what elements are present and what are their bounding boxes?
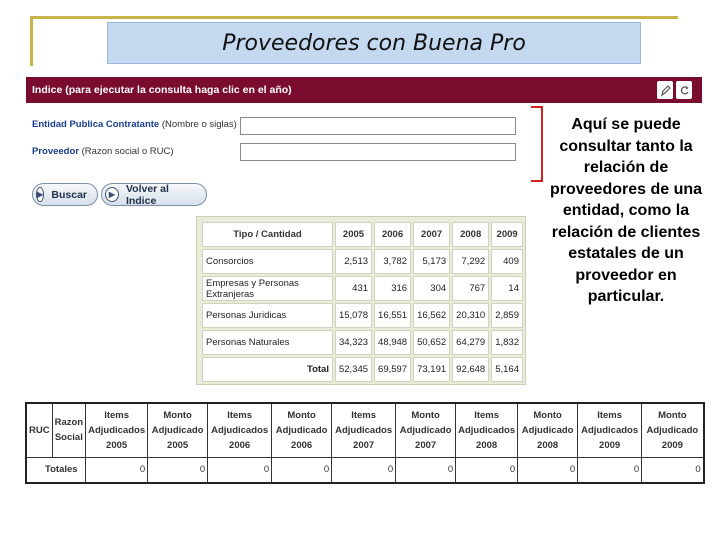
supplier-input[interactable] [240, 143, 516, 161]
total-value: 52,345 [335, 357, 372, 382]
cell-value: 16,551 [374, 303, 411, 328]
back-button-label: Volver al Indice [125, 182, 169, 207]
supplier-row [32, 146, 174, 157]
annotation-bracket [531, 106, 543, 182]
col-header: Items Adjudicados 2009 [578, 403, 642, 457]
totals-row [26, 457, 704, 483]
table-row [202, 303, 523, 328]
totals-value: 0 [396, 457, 456, 483]
totals-value: 0 [86, 457, 148, 483]
supplier-hint: (Razon social o RUC) [81, 146, 174, 157]
cell-value: 16,562 [413, 303, 450, 328]
cell-value: 304 [413, 276, 450, 301]
col-razon-social: Razon Social [52, 403, 86, 457]
search-button-label: Buscar [51, 188, 87, 201]
col-header: Monto Adjudicado 2008 [518, 403, 578, 457]
total-value: 92,648 [452, 357, 489, 382]
edit-icon[interactable] [657, 81, 673, 99]
entity-input[interactable] [240, 117, 516, 135]
year-link-2005[interactable]: 2005 [335, 222, 372, 247]
summary-header-row [202, 222, 523, 247]
play-icon: ▶ [105, 187, 119, 202]
col-header: Monto Adjudicado 2007 [396, 403, 456, 457]
totals-value: 0 [518, 457, 578, 483]
entity-row [32, 119, 237, 130]
cell-value: 316 [374, 276, 411, 301]
year-link-2007[interactable]: 2007 [413, 222, 450, 247]
col-header: Items Adjudicados 2005 [86, 403, 148, 457]
search-button[interactable] [32, 183, 98, 206]
totals-value: 0 [578, 457, 642, 483]
year-link-2008[interactable]: 2008 [452, 222, 489, 247]
index-header-bar [26, 77, 702, 103]
row-label: Personas Naturales [202, 330, 333, 355]
cell-value: 20,310 [452, 303, 489, 328]
totals-value: 0 [272, 457, 332, 483]
cell-value: 64,279 [452, 330, 489, 355]
row-label: Personas Juridicas [202, 303, 333, 328]
entity-label: Entidad Publica Contratante [32, 119, 160, 130]
table-row [202, 249, 523, 274]
row-label: Empresas y Personas Extranjeras [202, 276, 333, 301]
table-row [202, 276, 523, 301]
back-to-index-button[interactable] [101, 183, 207, 206]
col-header: Monto Adjudicado 2005 [148, 403, 208, 457]
total-value: 69,597 [374, 357, 411, 382]
totals-value: 0 [208, 457, 272, 483]
totals-value: 0 [456, 457, 518, 483]
cell-value: 50,652 [413, 330, 450, 355]
slide-title: Proveedores con Buena Pro [107, 22, 641, 64]
cell-value: 409 [491, 249, 523, 274]
cell-value: 34,323 [335, 330, 372, 355]
cell-value: 431 [335, 276, 372, 301]
total-value: 73,191 [413, 357, 450, 382]
play-icon: ▶ [36, 187, 44, 202]
cell-value: 5,173 [413, 249, 450, 274]
slide-frame-top [30, 16, 678, 19]
table-row [202, 330, 523, 355]
totals-label: Totales [26, 457, 86, 483]
supplier-label: Proveedor [32, 146, 79, 157]
col-header: Items Adjudicados 2006 [208, 403, 272, 457]
row-label: Consorcios [202, 249, 333, 274]
totals-value: 0 [332, 457, 396, 483]
cell-value: 3,782 [374, 249, 411, 274]
refresh-icon[interactable] [676, 81, 692, 99]
cell-value: 15,078 [335, 303, 372, 328]
col-header: Items Adjudicados 2007 [332, 403, 396, 457]
index-header-text: Indice (para ejecutar la consulta haga clic en el año) [32, 84, 292, 96]
cell-value: 767 [452, 276, 489, 301]
annotation-text: Aquí se puede consultar tanto la relación de proveedores de una entidad, como la relación de clientes estatales de un proveedor en particular. [549, 116, 703, 305]
total-label: Total [202, 357, 333, 382]
slide-frame-left [30, 16, 33, 66]
detail-header-row [26, 403, 704, 457]
summary-table-panel [196, 216, 526, 385]
totals-value: 0 [148, 457, 208, 483]
summary-table [200, 220, 525, 384]
cell-value: 2,513 [335, 249, 372, 274]
header-icons [657, 81, 692, 99]
col-ruc: RUC [26, 403, 52, 457]
cell-value: 14 [491, 276, 523, 301]
summary-col-type: Tipo / Cantidad [202, 222, 333, 247]
detail-table [25, 402, 705, 484]
col-header: Monto Adjudicado 2006 [272, 403, 332, 457]
total-value: 5,164 [491, 357, 523, 382]
entity-hint: (Nombre o siglas) [161, 119, 237, 130]
totals-value: 0 [642, 457, 704, 483]
col-header: Monto Adjudicado 2009 [642, 403, 704, 457]
cell-value: 1,832 [491, 330, 523, 355]
cell-value: 7,292 [452, 249, 489, 274]
year-link-2006[interactable]: 2006 [374, 222, 411, 247]
cell-value: 48,948 [374, 330, 411, 355]
total-row [202, 357, 523, 382]
col-header: Items Adjudicados 2008 [456, 403, 518, 457]
cell-value: 2,859 [491, 303, 523, 328]
year-link-2009[interactable]: 2009 [491, 222, 523, 247]
